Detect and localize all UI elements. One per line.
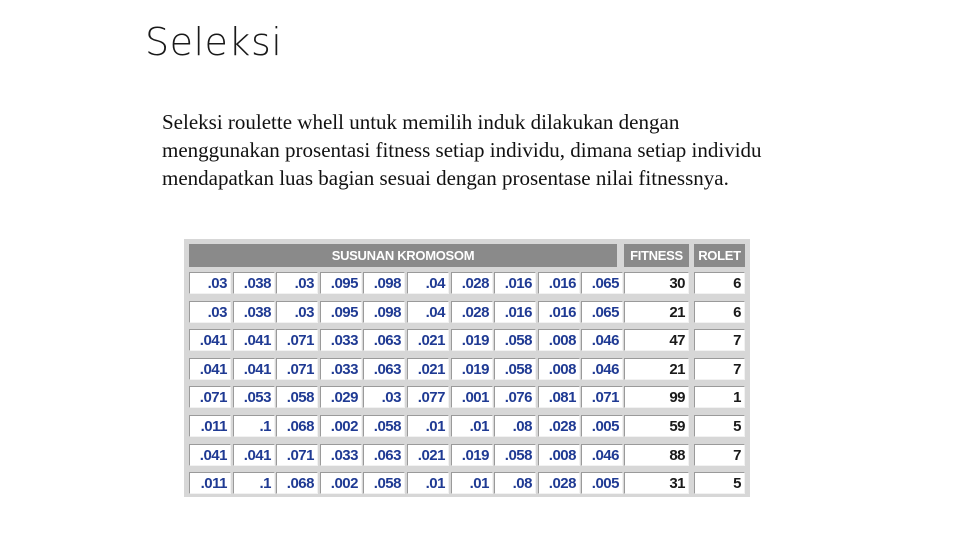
gene-cell: .028	[538, 472, 580, 494]
gene-cell: .005	[581, 472, 623, 494]
gene-cell: .011	[189, 472, 231, 494]
table-row	[189, 472, 745, 496]
gene-cell: .063	[363, 444, 405, 466]
gene-cell: .021	[407, 329, 449, 351]
gene-cell: .046	[581, 444, 623, 466]
gene-cell: .063	[363, 358, 405, 380]
slide-paragraph: Seleksi roulette whell untuk memilih induk dilakukan dengan menggunakan prosentasi fitness setiap individu, dimana setiap individu mendapatkan luas bagian sesuai dengan prosentase nilai fitnessnya.	[162, 110, 762, 190]
gene-cell: .041	[233, 444, 275, 466]
gene-cell: .071	[276, 444, 318, 466]
gene-cell: .041	[233, 358, 275, 380]
gene-cell: .021	[407, 358, 449, 380]
gene-cell: .038	[233, 272, 275, 294]
gene-cell: .1	[233, 415, 275, 437]
gene-cell: .098	[363, 272, 405, 294]
gene-cell: .021	[407, 444, 449, 466]
gene-cell: .01	[407, 415, 449, 437]
table-row	[189, 444, 745, 468]
gene-cell: .019	[451, 444, 493, 466]
gene-cell: .041	[233, 329, 275, 351]
slide-title: Seleksi	[145, 20, 283, 64]
gene-cell: .01	[451, 472, 493, 494]
table-row	[189, 386, 745, 410]
gene-cell: .046	[581, 329, 623, 351]
fitness-cell: 30	[624, 272, 689, 294]
gene-cell: .011	[189, 415, 231, 437]
gene-cell: .1	[233, 472, 275, 494]
header-susunan-kromosom: SUSUNAN KROMOSOM	[189, 244, 617, 267]
table-row	[189, 415, 745, 439]
gene-cell: .028	[451, 301, 493, 323]
gene-cell: .071	[276, 329, 318, 351]
gene-cell: .065	[581, 301, 623, 323]
gene-cell: .046	[581, 358, 623, 380]
gene-cell: .058	[276, 386, 318, 408]
chromosome-table	[184, 239, 750, 497]
table-row	[189, 358, 745, 382]
gene-cell: .03	[276, 301, 318, 323]
gene-cell: .016	[494, 272, 536, 294]
gene-cell: .058	[494, 329, 536, 351]
gene-cell: .008	[538, 358, 580, 380]
gene-cell: .028	[451, 272, 493, 294]
gene-cell: .098	[363, 301, 405, 323]
gene-cell: .041	[189, 358, 231, 380]
gene-cell: .03	[363, 386, 405, 408]
gene-cell: .063	[363, 329, 405, 351]
fitness-cell: 88	[624, 444, 689, 466]
gene-cell: .076	[494, 386, 536, 408]
gene-cell: .028	[538, 415, 580, 437]
gene-cell: .008	[538, 444, 580, 466]
gene-cell: .058	[363, 472, 405, 494]
gene-cell: .081	[538, 386, 580, 408]
gene-cell: .029	[320, 386, 362, 408]
gene-cell: .01	[451, 415, 493, 437]
gene-cell: .03	[189, 301, 231, 323]
gene-cell: .071	[581, 386, 623, 408]
gene-cell: .041	[189, 329, 231, 351]
gene-cell: .065	[581, 272, 623, 294]
gene-cell: .071	[276, 358, 318, 380]
gene-cell: .01	[407, 472, 449, 494]
fitness-cell: 21	[624, 301, 689, 323]
fitness-cell: 21	[624, 358, 689, 380]
rolet-cell: 7	[694, 444, 745, 466]
fitness-cell: 59	[624, 415, 689, 437]
gene-cell: .001	[451, 386, 493, 408]
gene-cell: .058	[363, 415, 405, 437]
gene-cell: .095	[320, 272, 362, 294]
rolet-cell: 6	[694, 272, 745, 294]
gene-cell: .008	[538, 329, 580, 351]
gene-cell: .019	[451, 358, 493, 380]
gene-cell: .058	[494, 444, 536, 466]
header-fitness: FITNESS	[624, 244, 689, 267]
gene-cell: .068	[276, 472, 318, 494]
gene-cell: .038	[233, 301, 275, 323]
gene-cell: .002	[320, 415, 362, 437]
table-row	[189, 329, 745, 353]
gene-cell: .019	[451, 329, 493, 351]
gene-cell: .016	[538, 272, 580, 294]
rolet-cell: 6	[694, 301, 745, 323]
gene-cell: .033	[320, 444, 362, 466]
rolet-cell: 7	[694, 329, 745, 351]
gene-cell: .071	[189, 386, 231, 408]
gene-cell: .08	[494, 415, 536, 437]
gene-cell: .005	[581, 415, 623, 437]
rolet-cell: 5	[694, 415, 745, 437]
rolet-cell: 1	[694, 386, 745, 408]
gene-cell: .053	[233, 386, 275, 408]
gene-cell: .058	[494, 358, 536, 380]
gene-cell: .04	[407, 272, 449, 294]
gene-cell: .077	[407, 386, 449, 408]
gene-cell: .03	[276, 272, 318, 294]
fitness-cell: 99	[624, 386, 689, 408]
table-row	[189, 272, 745, 296]
gene-cell: .04	[407, 301, 449, 323]
rolet-cell: 5	[694, 472, 745, 494]
gene-cell: .016	[494, 301, 536, 323]
gene-cell: .03	[189, 272, 231, 294]
gene-cell: .033	[320, 358, 362, 380]
table-row	[189, 301, 745, 325]
fitness-cell: 47	[624, 329, 689, 351]
gene-cell: .068	[276, 415, 318, 437]
gene-cell: .033	[320, 329, 362, 351]
gene-cell: .016	[538, 301, 580, 323]
gene-cell: .08	[494, 472, 536, 494]
gene-cell: .002	[320, 472, 362, 494]
fitness-cell: 31	[624, 472, 689, 494]
rolet-cell: 7	[694, 358, 745, 380]
header-rolet: ROLET	[694, 244, 745, 267]
gene-cell: .095	[320, 301, 362, 323]
gene-cell: .041	[189, 444, 231, 466]
